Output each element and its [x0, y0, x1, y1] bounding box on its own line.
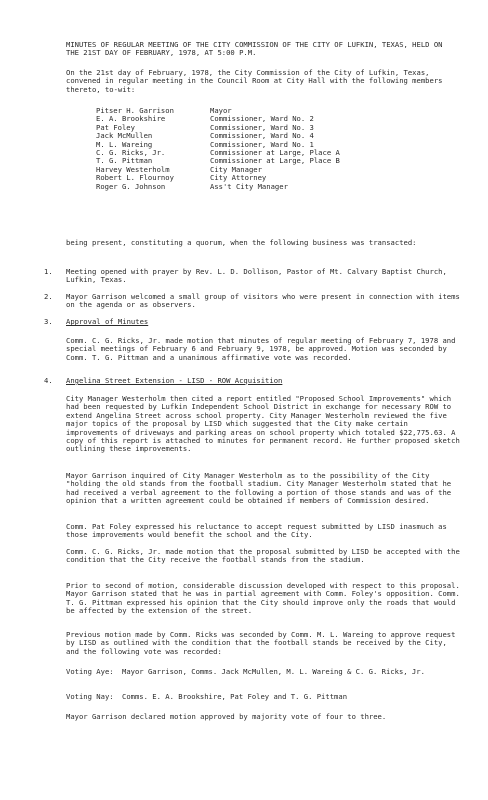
member-role: Commissioner at Large, Place B: [210, 156, 340, 166]
item-text: Mayor Garrison welcomed a small group of visitors who were present in connection with items on the agenda or as observers.: [66, 292, 460, 310]
minutes-approval-paragraph: Comm. C. G. Ricks, Jr. made motion that minutes of regular meeting of February 7, 1978 and special meetings of February 6 and February 9, 1978, be approved. Motion was seconded by Comm. T. G. Pittman and a unanimous affirmative vote was recorded.: [66, 336, 456, 362]
vote-aye: [66, 668, 464, 676]
member-row: [96, 183, 340, 191]
member-name: Pitser H. Garrison: [96, 106, 174, 115]
member-name: Robert L. Flournoy: [96, 173, 174, 183]
item-heading: Angelina Street Extension - LISD - ROW Acquisition: [66, 376, 283, 385]
member-role: Mayor: [210, 106, 232, 115]
foley-paragraph: Comm. Pat Foley expressed his reluctance to accept request submitted by LISD inasmuch as those improvements would benefit the school and the City.: [66, 522, 447, 540]
member-role: Commissioner, Ward No. 1: [210, 139, 314, 149]
item-number: 4.: [44, 376, 53, 385]
vote-members: Mayor Garrison, Comms. Jack McMullen, M. L. Wareing & C. G. Ricks, Jr.: [122, 667, 425, 676]
item-heading: Approval of Minutes: [66, 317, 149, 326]
stadium-inquiry-paragraph: Mayor Garrison inquired of City Manager Westerholm as to the possibility of the City "holding the old stands from the football stadium. City Manager Westerholm stated that he had received a verbal agreement to the following a portion of those stands and was of the opinion that a written agreement could be obtained if members of Commission desired.: [66, 471, 452, 506]
member-role: Commissioner, Ward No. 3: [210, 122, 314, 132]
member-role: City Attorney: [210, 173, 267, 183]
vote-label: Voting Nay:: [66, 692, 114, 701]
member-name: Jack McMullen: [96, 131, 153, 141]
members-list: [96, 107, 340, 191]
member-role: Ass't City Manager: [210, 181, 288, 191]
quorum-statement: being present, constituting a quorum, when the following business was transacted:: [66, 238, 417, 247]
member-role: Commissioner at Large, Place A: [210, 148, 340, 158]
intro-paragraph: On the 21st day of February, 1978, the City Commission of the City of Lufkin, Texas, convened in regular meeting in the Council Room at City Hall with the following members thereto, to-wit:: [66, 68, 443, 94]
discussion-paragraph: Prior to second of motion, considerable discussion developed with respect to this proposal. Mayor Garrison stated that he was in partial agreement with Comm. Foley's opposition. Comm. T. G. Pittman expressed his opinion that the City should improve only the roads that would be affected by the extension of the street.: [66, 581, 460, 616]
member-role: Commissioner, Ward No. 2: [210, 114, 314, 124]
member-role: Commissioner, Ward No. 4: [210, 131, 314, 141]
member-name: C. G. Ricks, Jr.: [96, 148, 166, 158]
member-name: T. G. Pittman: [96, 156, 153, 166]
document-title: MINUTES OF REGULAR MEETING OF THE CITY COMMISSION OF THE CITY OF LUFKIN, TEXAS, HELD ON THE 21ST DAY OF FEBRUARY, 1978, AT 5:00 P.M.: [66, 40, 443, 58]
item-text: Meeting opened with prayer by Rev. L. D. Dollison, Pastor of Mt. Calvary Baptist Church, Lufkin, Texas.: [66, 267, 447, 285]
vote-members: Comms. E. A. Brookshire, Pat Foley and T. G. Pittman: [122, 692, 348, 701]
agenda-item-4: [44, 377, 466, 385]
vote-label: Voting Aye:: [66, 667, 114, 676]
member-name: M. L. Wareing: [96, 139, 153, 149]
member-name: Harvey Westerholm: [96, 164, 170, 174]
report-paragraph: City Manager Westerholm then cited a report entitled "Proposed School Improvements" which had been requested by Lufkin Independent School District in exchange for necessary ROW to extend Angelina Street across school property. City Manager Westerholm reviewed the five major topics of the proposal by LISD which suggested that the City make certain improvements of driveways and parking areas on school property which totaled $22,775.63. A copy of this report is attached to minutes for permanent record. He further proposed sketch outlining these improvements.: [66, 394, 460, 454]
second-motion-paragraph: Previous motion made by Comm. Ricks was seconded by Comm. M. L. Wareing to approve request by LISD as outlined with the condition that the football stands be received by the City, and the following vote was recorded:: [66, 630, 456, 656]
agenda-item-3: [44, 318, 466, 326]
ricks-motion-paragraph: Comm. C. G. Ricks, Jr. made motion that the proposal submitted by LISD be accepted with the condition that the City receive the football stands from the stadium.: [66, 547, 460, 565]
closing-statement: Mayor Garrison declared motion approved by majority vote of four to three.: [66, 712, 387, 721]
member-role: City Manager: [210, 164, 262, 174]
vote-nay: [66, 693, 464, 701]
item-number: 2.: [44, 292, 53, 301]
item-number: 3.: [44, 317, 53, 326]
member-name: Roger G. Johnson: [96, 181, 166, 191]
item-number: 1.: [44, 267, 53, 276]
member-name: Pat Foley: [96, 122, 135, 132]
agenda-item-2: [44, 293, 466, 310]
agenda-item-1: [44, 268, 466, 285]
member-name: E. A. Brookshire: [96, 114, 166, 124]
